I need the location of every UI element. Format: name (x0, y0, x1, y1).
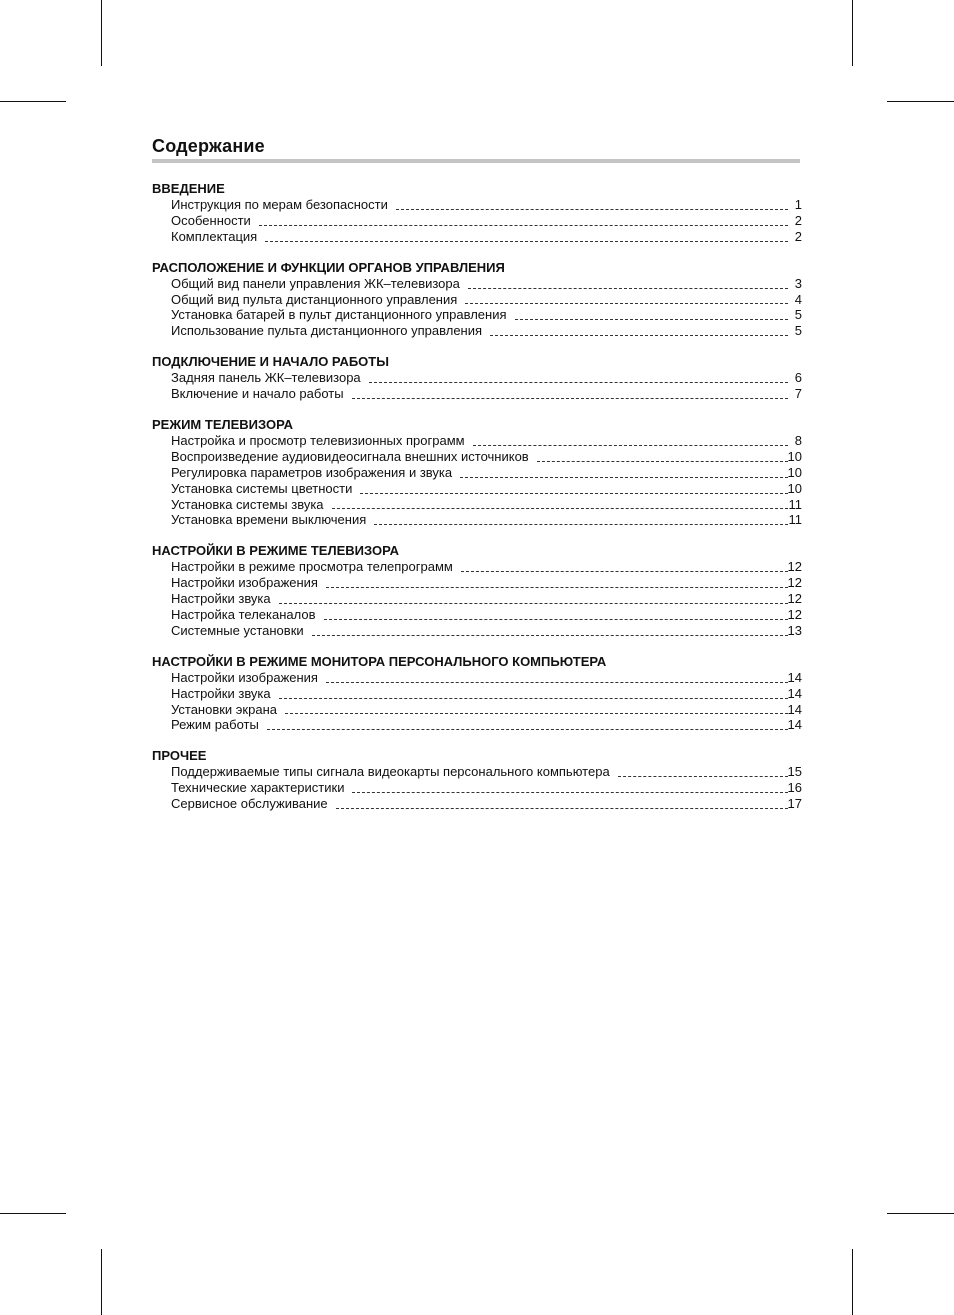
dotted-leader (265, 241, 788, 242)
entry-label: Настройки изображения (171, 575, 318, 591)
dotted-leader (460, 477, 787, 478)
entry-label: Включение и начало работы (171, 386, 344, 402)
section-heading: ПРОЧЕЕ (152, 748, 207, 764)
toc-entry[interactable] (171, 481, 802, 497)
entry-page-number: 3 (794, 275, 802, 291)
section-heading: ПОДКЛЮЧЕНИЕ И НАЧАЛО РАБОТЫ (152, 354, 389, 370)
dotted-leader (332, 508, 788, 509)
entry-label: Настройки звука (171, 591, 271, 607)
crop-mark-bottom-right-vertical (852, 1249, 853, 1315)
entry-page-number: 10 (787, 464, 802, 480)
toc-entry[interactable] (171, 229, 802, 245)
entry-page-number: 5 (794, 323, 802, 339)
dotted-leader (618, 776, 788, 777)
entry-page-number: 12 (787, 559, 802, 575)
entry-page-number: 16 (787, 780, 802, 796)
entry-label: Сервисное обслуживание (171, 796, 328, 812)
section-heading: НАСТРОЙКИ В РЕЖИМЕ ТЕЛЕВИЗОРА (152, 543, 399, 559)
dotted-leader (324, 619, 788, 620)
toc-entry[interactable] (171, 717, 802, 733)
dotted-leader (352, 792, 787, 793)
toc-entry[interactable] (171, 607, 802, 623)
toc-entry[interactable] (171, 307, 802, 323)
entry-page-number: 8 (794, 433, 802, 448)
dotted-leader (326, 587, 788, 588)
toc-entry[interactable] (171, 433, 802, 449)
entry-page-number: 4 (794, 291, 802, 307)
toc-entry[interactable] (171, 559, 802, 575)
dotted-leader (490, 335, 788, 336)
entry-page-number: 17 (787, 796, 802, 812)
entry-page-number: 14 (787, 701, 802, 717)
toc-section (152, 260, 802, 340)
crop-mark-bottom-right-horizontal (887, 1213, 954, 1214)
dotted-leader (465, 303, 788, 304)
toc-section (152, 748, 802, 812)
entry-label: Комплектация (171, 228, 258, 244)
dotted-leader (279, 603, 788, 604)
entry-label: Задняя панель ЖК–телевизора (171, 370, 361, 386)
entry-label: Инструкция по мерам безопасности (171, 196, 388, 212)
entry-label: Настройка телеканалов (171, 607, 316, 623)
entry-page-number: 11 (788, 496, 802, 512)
entry-page-number: 15 (787, 764, 802, 780)
dotted-leader (259, 225, 788, 226)
entry-page-number: 13 (787, 622, 802, 638)
section-heading: РЕЖИМ ТЕЛЕВИЗОРА (152, 417, 294, 433)
entry-label: Режим работы (171, 717, 259, 733)
entry-page-number: 12 (787, 575, 802, 591)
toc-entry[interactable] (171, 686, 802, 702)
toc-entry[interactable] (171, 276, 802, 292)
entry-label: Настройки звука (171, 685, 271, 701)
entry-label: Воспроизведение аудиовидеосигнала внешних источников (171, 448, 529, 464)
entry-label: Установки экрана (171, 701, 277, 717)
section-heading: ВВЕДЕНИЕ (152, 181, 225, 196)
dotted-leader (312, 635, 788, 636)
dotted-leader (279, 698, 788, 699)
crop-mark-top-left-horizontal (0, 101, 66, 102)
toc-section (152, 543, 802, 638)
toc-entry[interactable] (171, 796, 802, 812)
toc-entry[interactable] (171, 197, 802, 213)
entry-page-number: 6 (794, 370, 802, 386)
dotted-leader (267, 729, 788, 730)
toc-entry[interactable] (171, 670, 802, 686)
entry-page-number: 1 (794, 196, 802, 212)
toc-entry[interactable] (171, 370, 802, 386)
toc-section (152, 181, 802, 245)
entry-label: Установка системы цветности (171, 480, 353, 496)
page-title: Содержание (152, 136, 265, 156)
toc-entry[interactable] (171, 702, 802, 718)
dotted-leader (369, 382, 788, 383)
entry-label: Настройки в режиме просмотра телепрограмм (171, 559, 453, 575)
toc-section (152, 354, 802, 402)
toc-entry[interactable] (171, 591, 802, 607)
entry-page-number: 14 (787, 717, 802, 733)
toc-entry[interactable] (171, 575, 802, 591)
dotted-leader (515, 319, 789, 320)
entry-label: Настройка и просмотр телевизионных программ (171, 433, 465, 448)
entry-label: Настройки изображения (171, 669, 318, 685)
entry-page-number: 14 (787, 685, 802, 701)
crop-mark-bottom-left-vertical (101, 1249, 102, 1315)
entry-page-number: 11 (788, 512, 802, 528)
dotted-leader (352, 398, 788, 399)
entry-page-number: 10 (787, 480, 802, 496)
entry-label: Установка системы звука (171, 496, 324, 512)
toc-entry[interactable] (171, 386, 802, 402)
dotted-leader (336, 808, 788, 809)
entry-page-number: 7 (794, 386, 802, 402)
toc-entry[interactable] (171, 292, 802, 308)
entry-label: Особенности (171, 212, 251, 228)
dotted-leader (537, 461, 788, 462)
toc-entry[interactable] (171, 512, 802, 528)
section-heading: РАСПОЛОЖЕНИЕ И ФУНКЦИИ ОРГАНОВ УПРАВЛЕНИЯ (152, 259, 505, 275)
entry-label: Установка времени выключения (171, 512, 367, 528)
section-heading: НАСТРОЙКИ В РЕЖИМЕ МОНИТОРА ПЕРСОНАЛЬНОГО КОМПЬЮТЕРА (152, 653, 607, 669)
dotted-leader (396, 209, 788, 210)
toc-entry[interactable] (171, 323, 802, 339)
crop-mark-bottom-left-horizontal (0, 1213, 66, 1214)
dotted-leader (326, 682, 788, 683)
title-rule (152, 159, 800, 163)
toc-entry[interactable] (171, 213, 802, 229)
entry-label: Установка батарей в пульт дистанционного управления (171, 307, 507, 323)
entry-label: Системные установки (171, 622, 304, 638)
entry-page-number: 10 (787, 448, 802, 464)
toc-entry[interactable] (171, 764, 802, 780)
crop-mark-top-right-horizontal (887, 101, 954, 102)
entry-label: Поддерживаемые типы сигнала видеокарты персонального компьютера (171, 764, 610, 780)
entry-page-number: 14 (787, 669, 802, 685)
dotted-leader (374, 524, 788, 525)
toc-entry[interactable] (171, 623, 802, 639)
toc-entry[interactable] (171, 465, 802, 481)
entry-label: Использование пульта дистанционного управления (171, 323, 483, 339)
dotted-leader (468, 288, 788, 289)
dotted-leader (360, 493, 787, 494)
crop-mark-top-right-vertical (852, 0, 853, 66)
toc-section (152, 654, 802, 734)
entry-label: Регулировка параметров изображения и звука (171, 464, 453, 480)
crop-mark-top-left-vertical (101, 0, 102, 66)
entry-page-number: 2 (794, 228, 802, 244)
dotted-leader (461, 571, 788, 572)
dotted-leader (473, 445, 788, 446)
entry-page-number: 5 (794, 307, 802, 323)
dotted-leader (285, 713, 788, 714)
toc-entry[interactable] (171, 449, 802, 465)
entry-label: Общий вид панели управления ЖК–телевизора (171, 275, 460, 291)
entry-label: Технические характеристики (171, 780, 345, 796)
entry-page-number: 12 (787, 607, 802, 623)
toc-entry[interactable] (171, 497, 802, 513)
entry-page-number: 12 (787, 591, 802, 607)
table-of-contents (152, 181, 802, 827)
entry-page-number: 2 (794, 212, 802, 228)
entry-label: Общий вид пульта дистанционного управления (171, 291, 458, 307)
toc-section (152, 417, 802, 528)
toc-entry[interactable] (171, 780, 802, 796)
